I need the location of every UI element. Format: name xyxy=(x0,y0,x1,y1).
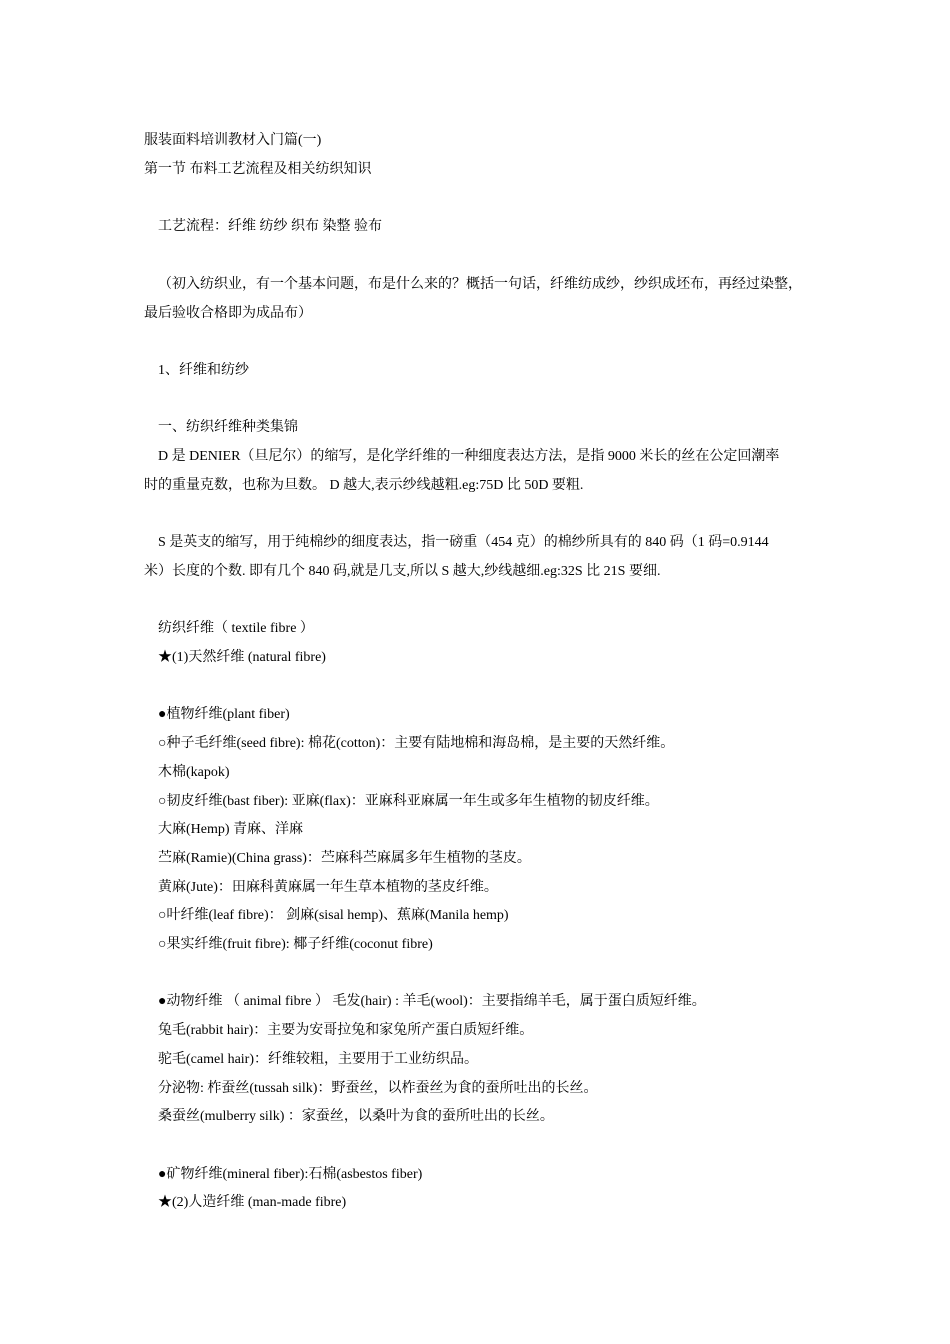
hemp-item: 大麻(Hemp) 青麻、洋麻 xyxy=(158,822,304,837)
animal-fibre-item: ●动物纤维 （ animal fibre ） 毛发(hair) : 羊毛(wool)：主要指绵羊毛，属于蛋白质短纤维。 xyxy=(158,994,706,1009)
yarn-count-paragraph-line-2: 米）长度的个数. 即有几个 840 码,就是几支,所以 S 越大,纱线越细.eg:32S 比 21S 要细. xyxy=(144,564,661,579)
subheading-fibre-and-spinning: 1、纤维和纺纱 xyxy=(158,363,249,378)
man-made-fibre-heading: ★(2)人造纤维 (man-made fibre) xyxy=(158,1195,347,1210)
mulberry-silk-item: 桑蚕丝(mulberry silk) ：家蚕丝，以桑叶为食的蚕所吐出的长丝。 xyxy=(158,1109,554,1124)
denier-paragraph-line-2: 时的重量克数，也称为旦数。 D 越大,表示纱线越粗.eg:75D 比 50D 要粗. xyxy=(144,478,584,493)
mineral-fiber-item: ●矿物纤维(mineral fiber):石棉(asbestos fiber) xyxy=(158,1167,423,1182)
document-title: 服装面料培训教材入门篇(一) xyxy=(144,133,322,148)
subheading-fibre-types: 一、纺织纤维种类集锦 xyxy=(158,420,298,435)
fruit-fibre-item: ○果实纤维(fruit fibre): 椰子纤维(coconut fibre) xyxy=(158,937,433,952)
leaf-fibre-item: ○叶纤维(leaf fibre)： 剑麻(sisal hemp)、蕉麻(Manila hemp) xyxy=(158,908,509,923)
kapok-item: 木棉(kapok) xyxy=(158,765,230,780)
camel-hair-item: 驼毛(camel hair)：纤维较粗，主要用于工业纺织品。 xyxy=(158,1052,479,1067)
textile-fibre-heading: 纺织纤维（ textile fibre ） xyxy=(158,621,314,636)
bast-fiber-item: ○韧皮纤维(bast fiber): 亚麻(flax)：亚麻科亚麻属一年生或多年生植物的韧皮纤维。 xyxy=(158,794,659,809)
ramie-item: 苎麻(Ramie)(China grass)：苎麻科苎麻属多年生植物的茎皮。 xyxy=(158,851,531,866)
rabbit-hair-item: 兔毛(rabbit hair)：主要为安哥拉兔和家兔所产蛋白质短纤维。 xyxy=(158,1023,534,1038)
seed-fibre-item: ○种子毛纤维(seed fibre): 棉花(cotton)：主要有陆地棉和海岛棉，是主要的天然纤维。 xyxy=(158,736,675,751)
yarn-count-paragraph-line-1: S 是英支的缩写，用于纯棉纱的细度表达，指一磅重（454 克）的棉纱所具有的 840 码（1 码=0.9144 xyxy=(158,535,769,550)
natural-fibre-heading: ★(1)天然纤维 (natural fibre) xyxy=(158,650,326,665)
intro-paragraph-line-1: （初入纺织业，有一个基本问题，布是什么来的？概括一句话，纤维纺成纱，纱织成坯布，再经过染整， xyxy=(158,277,802,292)
tussah-silk-item: 分泌物: 柞蚕丝(tussah silk)：野蚕丝，以柞蚕丝为食的蚕所吐出的长丝。 xyxy=(158,1081,598,1096)
plant-fiber-heading: ●植物纤维(plant fiber) xyxy=(158,707,290,722)
intro-paragraph-line-2: 最后验收合格即为成品布） xyxy=(144,306,312,321)
section-heading: 第一节 布料工艺流程及相关纺织知识 xyxy=(144,162,372,177)
denier-paragraph-line-1: D 是 DENIER（旦尼尔）的缩写，是化学纤维的一种细度表达方法，是指 9000 米长的丝在公定回潮率 xyxy=(158,449,780,464)
process-line: 工艺流程：纤维 纺纱 织布 染整 验布 xyxy=(158,219,382,234)
jute-item: 黄麻(Jute)：田麻科黄麻属一年生草本植物的茎皮纤维。 xyxy=(158,880,498,895)
